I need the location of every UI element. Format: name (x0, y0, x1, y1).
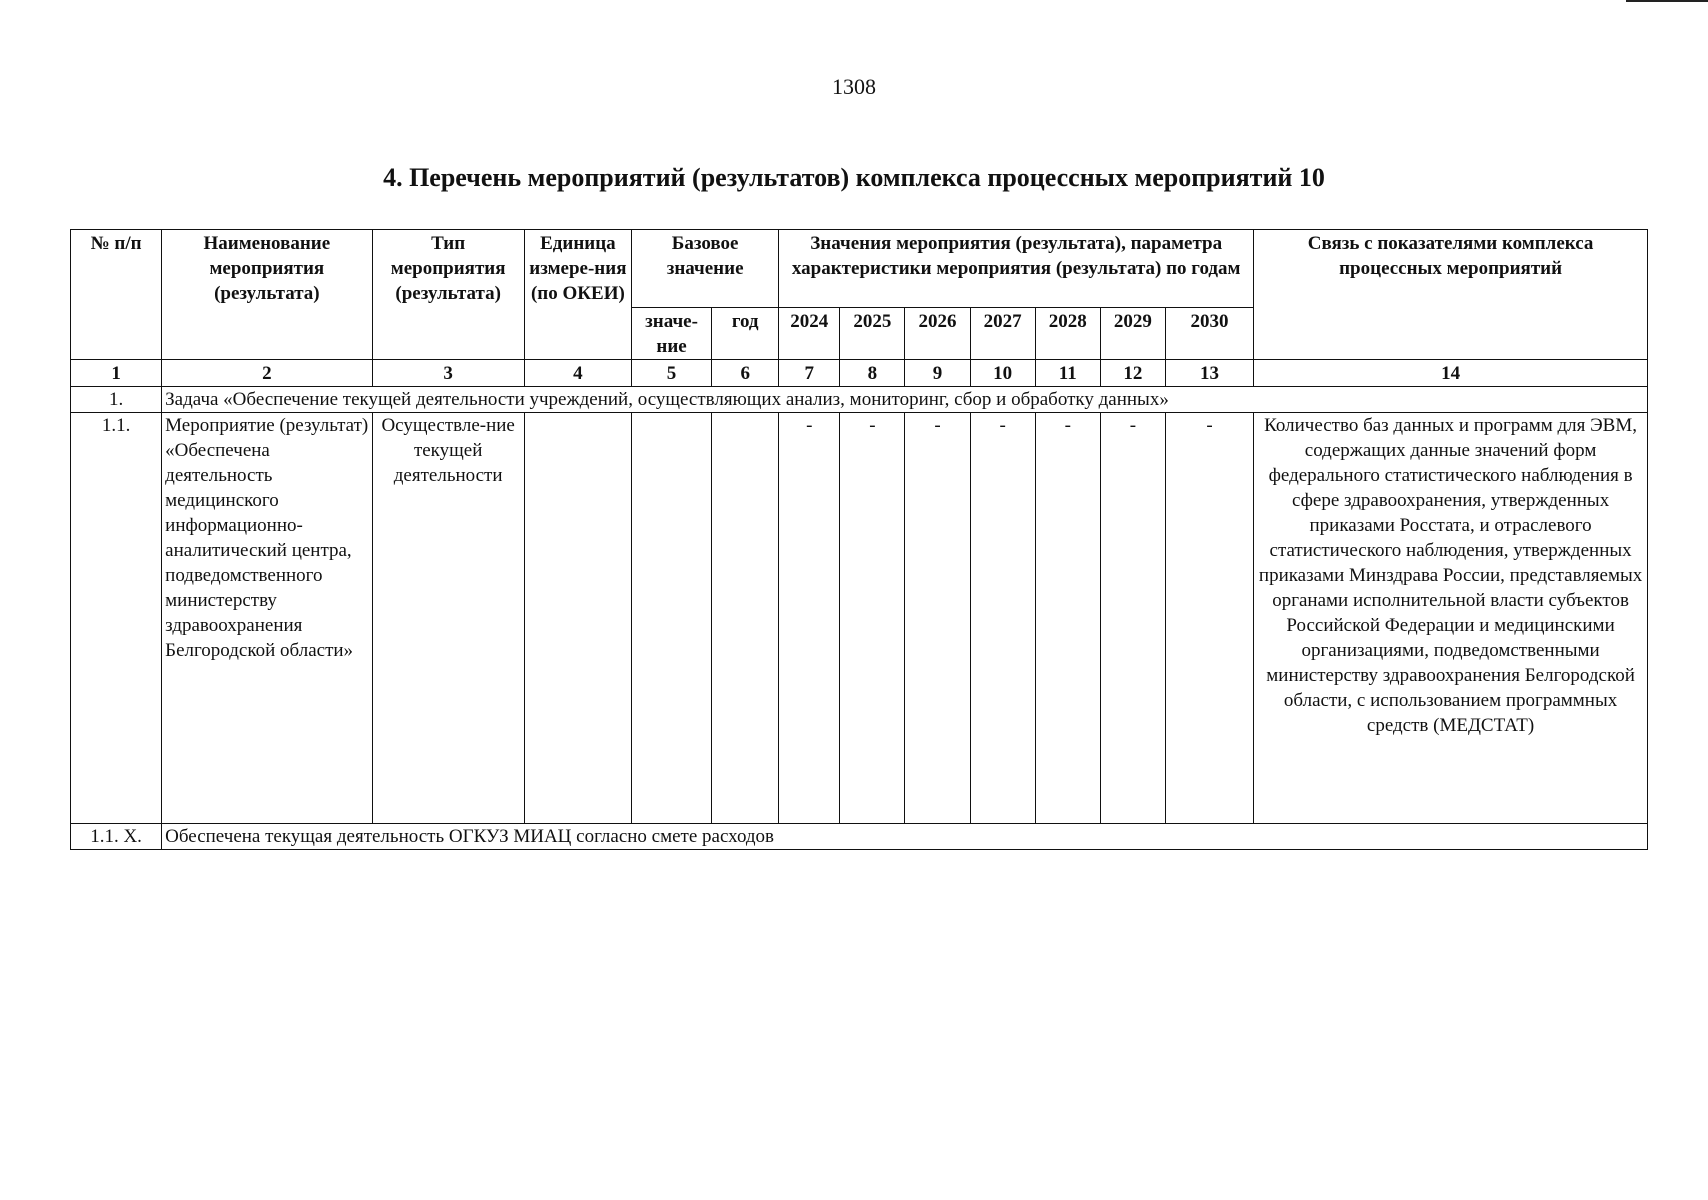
header-link: Связь с показателями комплекса процессных мероприятий (1254, 230, 1648, 360)
result-text: Обеспечена текущая деятельность ОГКУЗ МИАЦ согласно смете расходов (162, 824, 1648, 850)
header-unit: Единица измере-ния (по ОКЕИ) (524, 230, 631, 360)
measure-value-2024: - (779, 413, 840, 824)
header-values-group: Значения мероприятия (результата), параметра характеристики мероприятия (результата) по годам (779, 230, 1254, 308)
result-row (71, 824, 1648, 850)
column-number: 12 (1100, 360, 1165, 387)
measure-unit (524, 413, 631, 824)
header-num: № п/п (71, 230, 162, 360)
header-year-2028: 2028 (1035, 308, 1100, 360)
scan-edge-mark (1626, 0, 1708, 2)
task-num: 1. (71, 387, 162, 413)
header-name: Наименование мероприятия (результата) (162, 230, 372, 360)
measure-link: Количество баз данных и программ для ЭВМ, содержащих данные значений форм федерального статистического наблюдения в сфере здравоохранения, утвержденных приказами Росстата, и отраслевого статистического наблюдения, утвержденных приказами Минздрава России, представляемых органами исполнительной власти субъектов Российской Федерации и медицинскими организациями, подведомственными министерству здравоохранения Белгородской области, с использованием программных средств (МЕДСТАТ) (1254, 413, 1648, 824)
measure-value-2029: - (1100, 413, 1165, 824)
measure-base-value (631, 413, 711, 824)
column-number: 6 (712, 360, 779, 387)
column-number: 3 (372, 360, 524, 387)
measure-value-2030: - (1165, 413, 1253, 824)
page-number: 1308 (832, 74, 876, 99)
header-year-2029: 2029 (1100, 308, 1165, 360)
header-year-2030: 2030 (1165, 308, 1253, 360)
column-number-row (71, 360, 1648, 387)
column-number: 5 (631, 360, 711, 387)
column-number: 13 (1165, 360, 1253, 387)
header-year-2026: 2026 (905, 308, 970, 360)
header-base: Базовое значение (631, 230, 778, 308)
task-row (71, 387, 1648, 413)
header-type: Тип мероприятия (результата) (372, 230, 524, 360)
column-number: 2 (162, 360, 372, 387)
column-number: 8 (840, 360, 905, 387)
measure-type: Осуществле-ние текущей деятельности (372, 413, 524, 824)
header-base-value: значе-ние (631, 308, 711, 360)
measure-value-2026: - (905, 413, 970, 824)
measure-name: Мероприятие (результат) «Обеспечена деятельность медицинского информационно-аналитический центра, подведомственного министерству здравоохранения Белгородской области» (162, 413, 372, 824)
header-row-top (71, 230, 1648, 308)
document-title: 4. Перечень мероприятий (результатов) комплекса процессных мероприятий 10 (383, 163, 1325, 192)
measure-value-2025: - (840, 413, 905, 824)
column-number: 14 (1254, 360, 1648, 387)
column-number: 9 (905, 360, 970, 387)
header-year-2025: 2025 (840, 308, 905, 360)
column-number: 10 (970, 360, 1035, 387)
result-num: 1.1. X. (71, 824, 162, 850)
header-year-2027: 2027 (970, 308, 1035, 360)
column-number: 4 (524, 360, 631, 387)
measure-value-2028: - (1035, 413, 1100, 824)
column-number: 1 (71, 360, 162, 387)
column-number: 7 (779, 360, 840, 387)
measure-row (71, 413, 1648, 824)
measure-value-2027: - (970, 413, 1035, 824)
measures-table (70, 229, 1648, 850)
task-text: Задача «Обеспечение текущей деятельности учреждений, осуществляющих анализ, мониторинг, сбор и обработку данных» (162, 387, 1648, 413)
column-number: 11 (1035, 360, 1100, 387)
header-year-2024: 2024 (779, 308, 840, 360)
measure-base-year (712, 413, 779, 824)
measure-num: 1.1. (71, 413, 162, 824)
header-base-year: год (712, 308, 779, 360)
